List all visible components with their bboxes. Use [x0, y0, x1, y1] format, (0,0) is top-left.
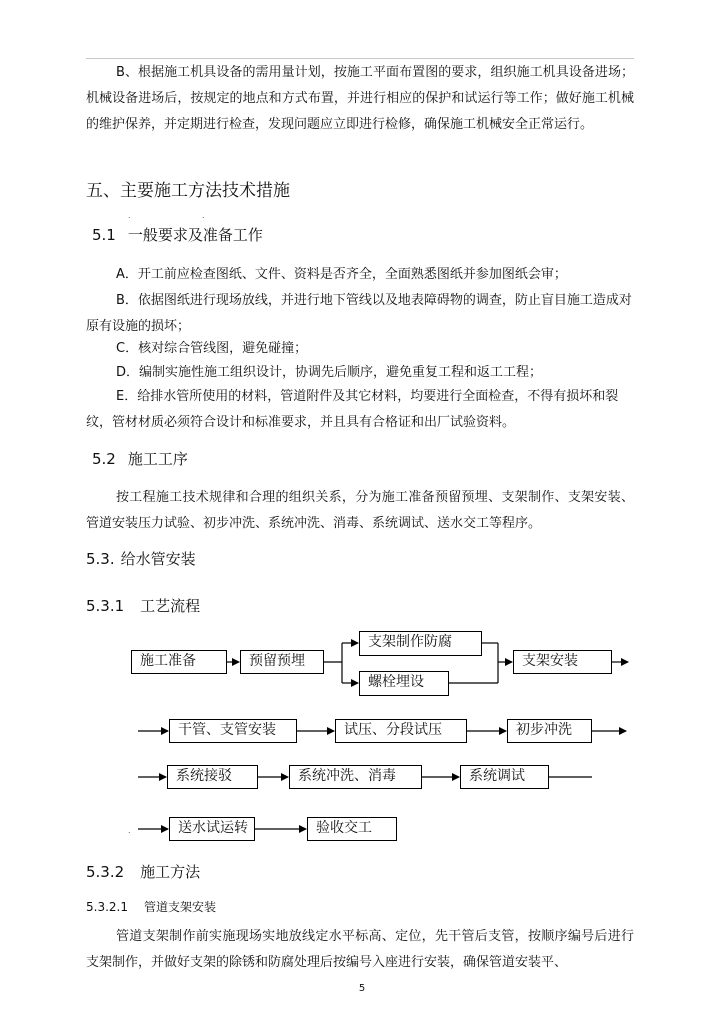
flow-step-embed: 预留预埋: [240, 650, 324, 674]
subsection-number: 5.3.1: [86, 597, 125, 615]
flow-step-bolt: 螺栓埋设: [359, 671, 449, 696]
flow-step-pipe-install: 干管、支管安装: [169, 719, 297, 743]
subsection-number: 5.1: [92, 226, 116, 244]
flow-step-system-flush: 系统冲洗、消毒: [289, 765, 422, 789]
process-paragraph: 按工程施工技术规律和合理的组织关系，分为施工准备预留预埋、支架制作、支架安装、管道安装压力试验、初步冲洗、系统冲洗、消毒、系统调试、送水交工等程序。: [86, 490, 634, 531]
flow-step-prep: 施工准备: [131, 650, 227, 674]
bracket-install-paragraph: 管道支架制作前实施现场实地放线定水平标高、定位，先干管后支管，按顺序编号后进行支架制作，并做好支架的除锈和防腐处理后按编号入座进行安装，确保管道安装平、: [86, 929, 634, 970]
list-item: C．核对综合管线图，避免碰撞；: [116, 341, 308, 356]
list-item: A．开工前应检查图纸、文件、资料是否齐全，全面熟悉图纸并参加图纸会审；: [116, 267, 567, 282]
stray-mark: .: [128, 211, 131, 220]
subsection-5-3-2-1-heading: [86, 898, 216, 915]
list-item: D．编制实施性施工组织设计，协调先后顺序，避免重复工程和返工工程；: [116, 365, 543, 380]
section-title: 五、主要施工方法技术措施: [86, 181, 290, 201]
flow-step-pressure-test: 试压、分段试压: [335, 719, 467, 743]
subsection-title: 工艺流程: [140, 597, 201, 615]
stray-mark: .: [202, 211, 205, 220]
subsection-title: 管道支架安装: [143, 900, 216, 914]
list-item: E．给排水管所使用的材料，管道附件及其它材料，均要进行全面检查，不得有损坏和裂纹，管材材质必须符合设计和标准要求，并且具有合格证和出厂试验资料。: [86, 389, 619, 430]
subsection-number: 5.3.2: [86, 863, 125, 881]
flow-step-initial-flush: 初步冲洗: [507, 719, 592, 743]
subsection-title: 施工工序: [127, 450, 188, 468]
stray-mark: .: [128, 826, 131, 835]
page-number: 5: [358, 983, 366, 994]
intro-paragraph: B、根据施工机具设备的需用量计划，按施工平面布置图的要求，组织施工机具设备进场；机械设备进场后，按规定的地点和方式布置，并进行相应的保护和试运行等工作；做好施工机械的维护保养，并定期进行检查，发现问题应立即进行检修，确保施工机械安全正常运行。: [86, 65, 634, 132]
subsection-number: 5.2: [92, 450, 116, 468]
flow-step-system-connect: 系统接驳: [167, 765, 258, 789]
flow-step-system-debug: 系统调试: [460, 765, 549, 789]
subsection-title: 施工方法: [140, 863, 201, 881]
subsection-number: 5.3.: [86, 550, 115, 568]
subsection-title: 给水管安装: [120, 550, 196, 568]
subsection-number: 5.3.2.1: [86, 900, 128, 914]
flow-step-acceptance: 验收交工: [307, 817, 397, 841]
list-item: B．依据图纸进行现场放线，并进行地下管线以及地表障碍物的调查，防止盲目施工造成对原有设施的损坏；: [86, 293, 632, 334]
flow-step-bracket-fab: 支架制作防腐: [359, 631, 482, 656]
flow-step-bracket-install: 支架安装: [513, 650, 612, 674]
flow-step-trial-run: 送水试运转: [169, 817, 255, 841]
subsection-5-3-2-heading: [86, 861, 200, 882]
subsection-title: 一般要求及准备工作: [127, 226, 263, 244]
